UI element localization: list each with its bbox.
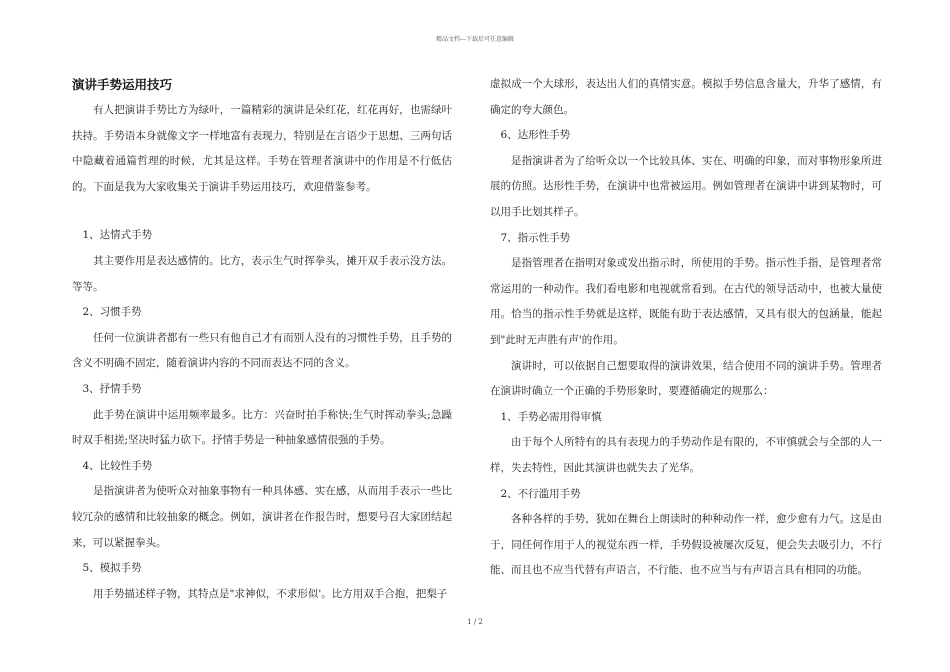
section-heading-5: 5、模拟手势 xyxy=(82,562,142,575)
section-heading-2: 2、习惯手势 xyxy=(82,306,142,319)
section-heading-1: 1、达情式手势 xyxy=(82,229,153,242)
spacer xyxy=(72,200,452,223)
rules-intro-paragraph: 演讲时，可以依据自己想要取得的演讲效果，结合使用不同的演讲手势。管理者在演讲时确立一个正确的手势形象时，要遵循确定的规那么： xyxy=(490,359,882,398)
left-column xyxy=(72,72,452,607)
section-paragraph-1: 其主要作用是表达感情的。比方，表示生气时挥拳头，摊开双手表示没方法。等等。 xyxy=(72,254,452,293)
section-heading-4: 4、比较性手势 xyxy=(82,459,153,472)
rule-heading-1: 1、手势必需用得审慎 xyxy=(500,410,602,423)
section-paragraph-3: 此手势在演讲中运用频率最多。比方：兴奋时拍手称快;生气时挥动拳头;急躁时双手相搓;坚决时猛力砍下。抒情手势是一种抽象感情很强的手势。 xyxy=(72,408,452,447)
rule-paragraph-2: 各种各样的手势，犹如在舞台上朗读时的种种动作一样，愈少愈有力气。这是由于，同任何作用于人的视觉东西一样，手势假设被屡次反复，便会失去吸引力，不行能、而且也不应当代替有声语言，不行能、也不应当与有声语言具有相同的功能。 xyxy=(490,513,882,577)
page-header: 精品文档---下载后可任意编辑 xyxy=(435,36,515,43)
section-paragraph-5: 用手势描述样子物，其特点是"求神似，不求形似'。比方用双手合抱，把梨子 xyxy=(93,587,448,600)
section-heading-3: 3、抒情手势 xyxy=(82,382,142,395)
document-title: 演讲手势运用技巧 xyxy=(72,77,173,92)
section-heading-7: 7、指示性手势 xyxy=(500,231,571,244)
rule-paragraph-1: 由于每个人所特有的具有表现力的手势动作是有限的，不审慎就会与全部的人一样，失去特性，因此其演讲也就失去了光华。 xyxy=(490,436,882,474)
page-number: 1 / 2 xyxy=(467,618,483,626)
section-paragraph-5-continued: 虚拟成一个大球形，表达出人们的真情实意。模拟手势信息含量大，升华了感情，有确定的夸大颜色。 xyxy=(490,78,882,116)
section-paragraph-2: 任何一位演讲者都有一些只有他自己才有而别人没有的习惯性手势，且手势的含义不明确不固定，随着演讲内容的不同而表达不同的含义。 xyxy=(72,331,452,370)
section-paragraph-6: 是指演讲者为了给听众以一个比较具体、实在、明确的印象，而对事物形象所进展的仿照。达形性手势，在演讲中也常被运用。例如管理者在演讲中讲到某物时，可以用手比划其样子。 xyxy=(490,154,882,218)
intro-paragraph: 有人把演讲手势比方为绿叶，一篇精彩的演讲是朵红花，红花再好，也需绿叶扶持。手势语本身就像文字一样地富有表现力，特别是在言语少于思想、三两句话中隐藏着通篇哲理的时候，尤其是这样。手势在管理者演讲中的作用是不行低估的。下面是我为大家收集关于演讲手势运用技巧，欢迎借鉴参考。 xyxy=(72,104,452,193)
section-heading-6: 6、达形性手势 xyxy=(500,129,571,142)
right-column xyxy=(490,72,882,584)
section-paragraph-7: 是指管理者在指明对象或发出指示时，所使用的手势。指示性手指，是管理者常常运用的一种动作。我们看电影和电视就常看到。在古代的领导活动中，也被大量使用。恰当的指示性手势就是这样，既能有助于表达感情，又具有很大的包涵量，能起到"此时无声胜有声'的作用。 xyxy=(490,257,882,346)
section-paragraph-4: 是指演讲者为使听众对抽象事物有一种具体感、实在感，从而用手表示一些比较冗杂的感情和比较抽象的概念。例如，演讲者在作报告时，想要号召大家团结起来，可以紧握拳头。 xyxy=(72,485,452,549)
rule-heading-2: 2、不行滥用手势 xyxy=(500,487,581,500)
